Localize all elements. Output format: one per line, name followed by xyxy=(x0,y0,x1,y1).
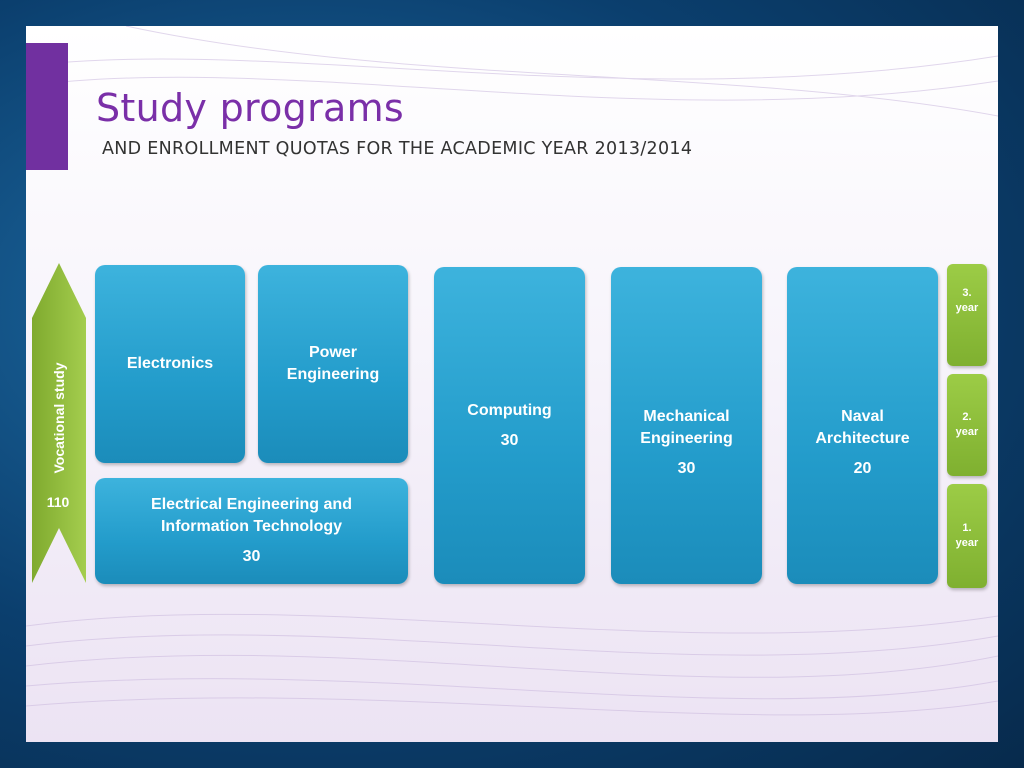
year-3-label: 3. year xyxy=(955,287,979,314)
year-3-box xyxy=(947,264,987,366)
program-computing-quota: 30 xyxy=(500,431,519,449)
vocational-study-label: Vocational study xyxy=(51,362,67,474)
program-naval-architecture-quota: 20 xyxy=(853,459,872,477)
program-eeit xyxy=(95,478,408,584)
title-accent-bar xyxy=(26,43,68,170)
year-1-box xyxy=(947,484,987,588)
page-subtitle: AND ENROLLMENT QUOTAS FOR THE ACADEMIC YEAR 2013/2014 xyxy=(102,139,693,159)
program-eeit-name: Electrical Engineering and Information Technology xyxy=(151,496,352,535)
program-naval-architecture-name: Naval Architecture xyxy=(815,407,910,447)
year-1-label: 1. year xyxy=(955,522,979,549)
program-computing xyxy=(434,267,585,584)
program-eeit-quota: 30 xyxy=(242,548,261,565)
program-power-engineering-name: Power Engineering xyxy=(286,344,380,383)
vocational-study-quota: 110 xyxy=(46,494,70,510)
program-power-engineering xyxy=(258,265,408,463)
year-2-label: 2. year xyxy=(955,411,979,438)
page-title: Study programs xyxy=(96,86,404,130)
program-mechanical-engineering-name: Mechanical Engineering xyxy=(640,407,733,447)
program-computing-name: Computing xyxy=(467,401,552,419)
year-2-box xyxy=(947,374,987,476)
program-electronics-name: Electronics xyxy=(126,355,214,372)
program-mechanical-engineering xyxy=(611,267,762,584)
program-naval-architecture xyxy=(787,267,938,584)
program-electronics xyxy=(95,265,245,463)
program-mechanical-engineering-quota: 30 xyxy=(677,459,696,477)
